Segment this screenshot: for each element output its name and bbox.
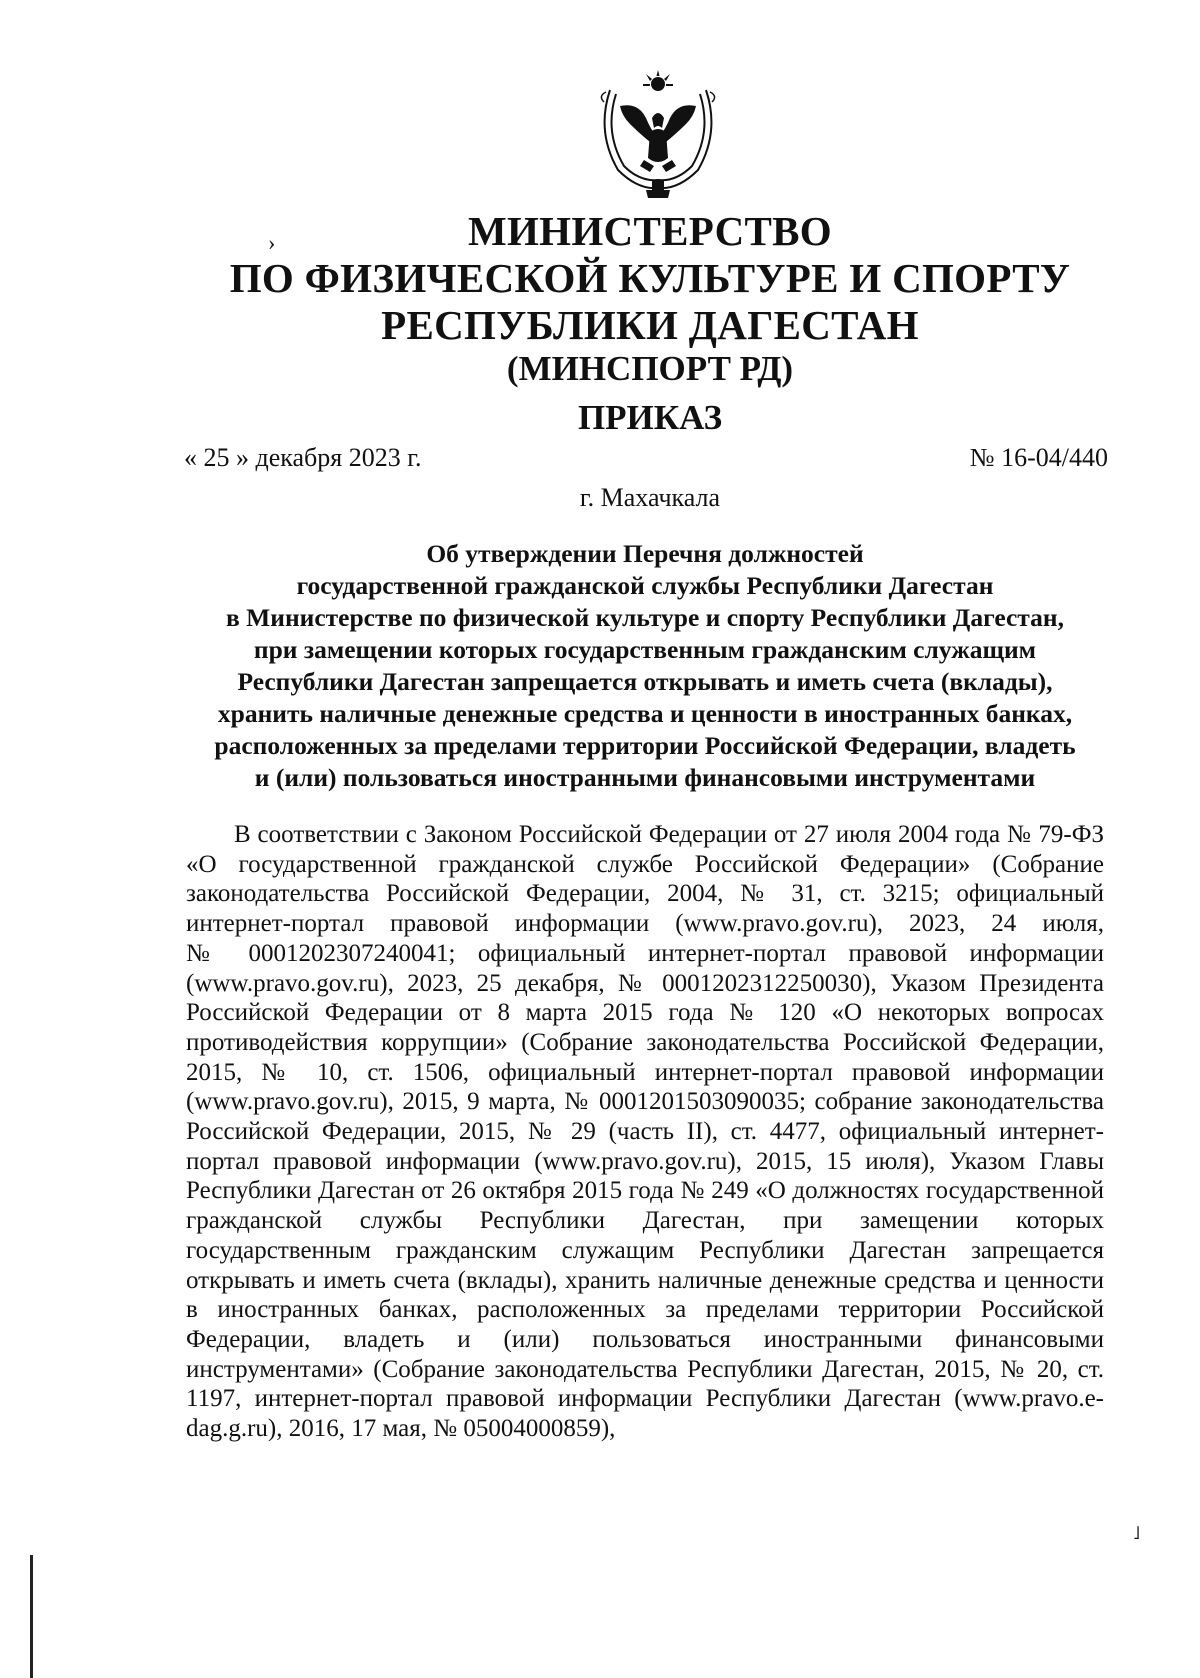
coat-of-arms-icon [588,62,728,202]
order-date: « 25 » декабря 2023 г. [184,443,422,472]
ministry-name [200,208,1100,349]
ministry-line-3: РЕСПУБЛИКИ ДАГЕСТАН [381,302,919,348]
body-paragraph: В соответствии с Законом Российской Федерации от 27 июля 2004 года № 79-ФЗ «О государственной гражданской службе Российской Федерации» (Собрание законодательства Российской Федерации, 2004, № 31, ст. 3215; официальный интернет-портал правовой информации (www.pravo.gov.ru), 2023, 24 июля, № 0001202307240041; официальный интернет-портал правовой информации (www.pravo.gov.ru), 2023, 25 декабря, № 0001202312250030), Указом Президента Российской Федерации от 8 марта 2015 года № 120 «О некоторых вопросах противодействия коррупции» (Собрание законодательства Российской Федерации, 2015, № 10, ст. 1506, официальный интернет-портал правовой информации (www.pravo.gov.ru), 2015, 9 марта, № 0001201503090035; собрание законодательства Российской Федерации, 2015, № 29 (часть II), ст. 4477, официальный интернет-портал правовой информации (www.pravo.gov.ru), 2015, 15 июля), Указом Главы Республики Дагестан от 26 октября 2015 года № 249 «О должностях государственной гражданской службы Республики Дагестан, при замещении которых государственным гражданским служащим Республики Дагестан запрещается открывать и иметь счета (вклады), хранить наличные денежные средства и ценности в иностранных банках, расположенных за пределами территории Российской Федерации, владеть и (или) пользоваться иностранными финансовыми инструментами» (Собрание законодательства Республики Дагестан, 2015, № 20, ст. 1197, интернет-портал правовой информации Республики Дагестан (www.pravo.e-dag.g.ru), 2016, 17 мая, № 05004000859), [186,821,1104,1443]
order-city: г. Махачкала [579,483,721,512]
ministry-short-name: (МИНСПОРТ РД) [506,349,794,388]
ministry-line-1: МИНИСТЕРСТВО [467,208,832,254]
scan-margin-line [30,1555,33,1678]
order-subject: Об утверждении Перечня должностей государственной гражданской службы Республики Дагестан в Министерстве по физической культуре и спорту Республики Дагестан, при замещении которых государственным гражданским служащим Республики Дагестан запрещается открывать и иметь счета (вклады), хранить наличные денежные средства и ценности в иностранных банках, расположенных за пределами территории Российской Федерации, владеть и (или) пользоваться иностранными финансовыми инструментами [214,539,1076,792]
document-type-title: ПРИКАЗ [577,398,723,437]
scan-mark-right: ˩ [1133,1523,1140,1543]
scan-mark: › [268,230,276,255]
order-number: № 16-04/440 [969,443,1108,472]
ministry-line-2: ПО ФИЗИЧЕСКОЙ КУЛЬТУРЕ И СПОРТУ [229,255,1071,301]
